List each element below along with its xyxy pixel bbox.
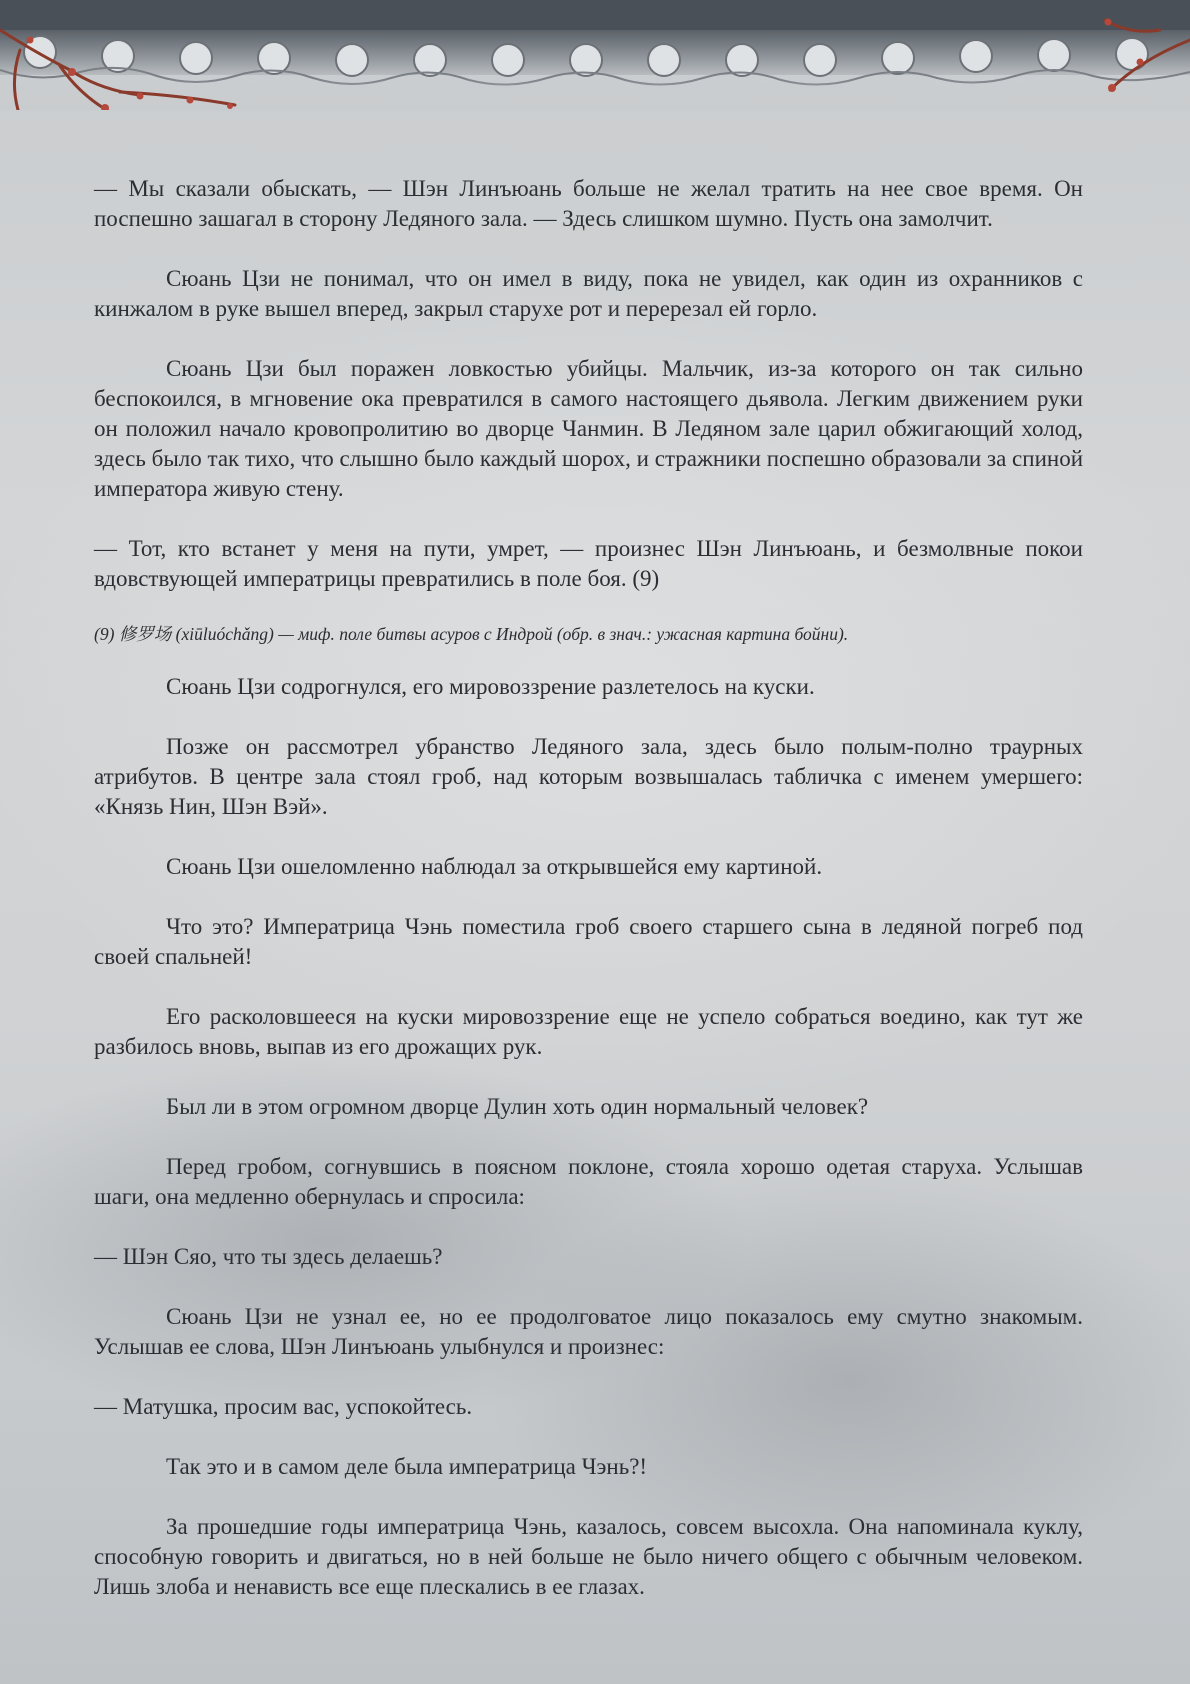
- paragraph: — Шэн Сяо, что ты здесь делаешь?: [94, 1244, 443, 1269]
- paragraph: Был ли в этом огромном дворце Дулин хоть один нормальный человек?: [166, 1094, 869, 1119]
- paragraph: Перед гробом, согнувшись в поясном поклоне, стояла хорошо одетая старуха. Услышав шаги, она медленно обернулась и спросила:: [94, 1154, 1083, 1209]
- footnote: (9) 修罗场 (xiūluóchǎng) — миф. поле битвы асуров с Индрой (обр. в знач.: ужасная картина бойни).: [94, 624, 849, 644]
- paragraph: Сюань Цзи ошеломленно наблюдал за открывшейся ему картиной.: [166, 854, 823, 879]
- paragraph: Сюань Цзи не понимал, что он имел в виду, пока не увидел, как один из охранников с кинжалом в руке вышел вперед, закрыл старухе рот и перерезал ей горло.: [94, 266, 1083, 321]
- paragraph: Сюань Цзи содрогнулся, его мировоззрение разлетелось на куски.: [166, 674, 815, 699]
- paragraph: Его расколовшееся на куски мировоззрение еще не успело собраться воедино, как тут же разбилось вновь, выпав из его дрожащих рук.: [94, 1004, 1083, 1059]
- chapter-text: [94, 174, 1083, 1632]
- roof-tiles-decoration: [0, 0, 1190, 110]
- paragraph: — Матушка, просим вас, успокойтесь.: [94, 1394, 473, 1419]
- paragraph: Так это и в самом деле была императрица Чэнь?!: [166, 1454, 648, 1479]
- paragraph: За прошедшие годы императрица Чэнь, казалось, совсем высохла. Она напоминала куклу, способную говорить и двигаться, но в ней больше не было ничего общего с обычным человеком. Лишь злоба и ненависть все еще плескались в ее глазах.: [94, 1514, 1083, 1599]
- paragraph: — Тот, кто встанет у меня на пути, умрет, — произнес Шэн Линъюань, и безмолвные покои вдовствующей императрицы превратились в поле боя. (9): [94, 536, 1083, 591]
- paragraph: Сюань Цзи был поражен ловкостью убийцы. Мальчик, из-за которого он так сильно беспокоился, в мгновение ока превратился в самого настоящего дьявола. Легким движением руки он положил начало кровопролитию во дворце Чанмин. В Ледяном зале царил обжигающий холод, здесь было так тихо, что слышно было каждый шорох, и стражники поспешно образовали за спиной императора живую стену.: [94, 356, 1083, 501]
- paragraph: Что это? Императрица Чэнь поместила гроб своего старшего сына в ледяной погреб под своей спальней!: [94, 914, 1083, 969]
- paragraph: — Мы сказали обыскать, — Шэн Линъюань больше не желал тратить на нее свое время. Он поспешно зашагал в сторону Ледяного зала. — Здесь слишком шумно. Пусть она замолчит.: [94, 176, 1083, 231]
- paragraph: Позже он рассмотрел убранство Ледяного зала, здесь было полым-полно траурных атрибутов. В центре зала стоял гроб, над которым возвышалась табличка с именем умершего: «Князь Нин, Шэн Вэй».: [94, 734, 1083, 819]
- paragraph: Сюань Цзи не узнал ее, но ее продолговатое лицо показалось ему смутно знакомым. Услышав ее слова, Шэн Линъюань улыбнулся и произнес:: [94, 1304, 1083, 1359]
